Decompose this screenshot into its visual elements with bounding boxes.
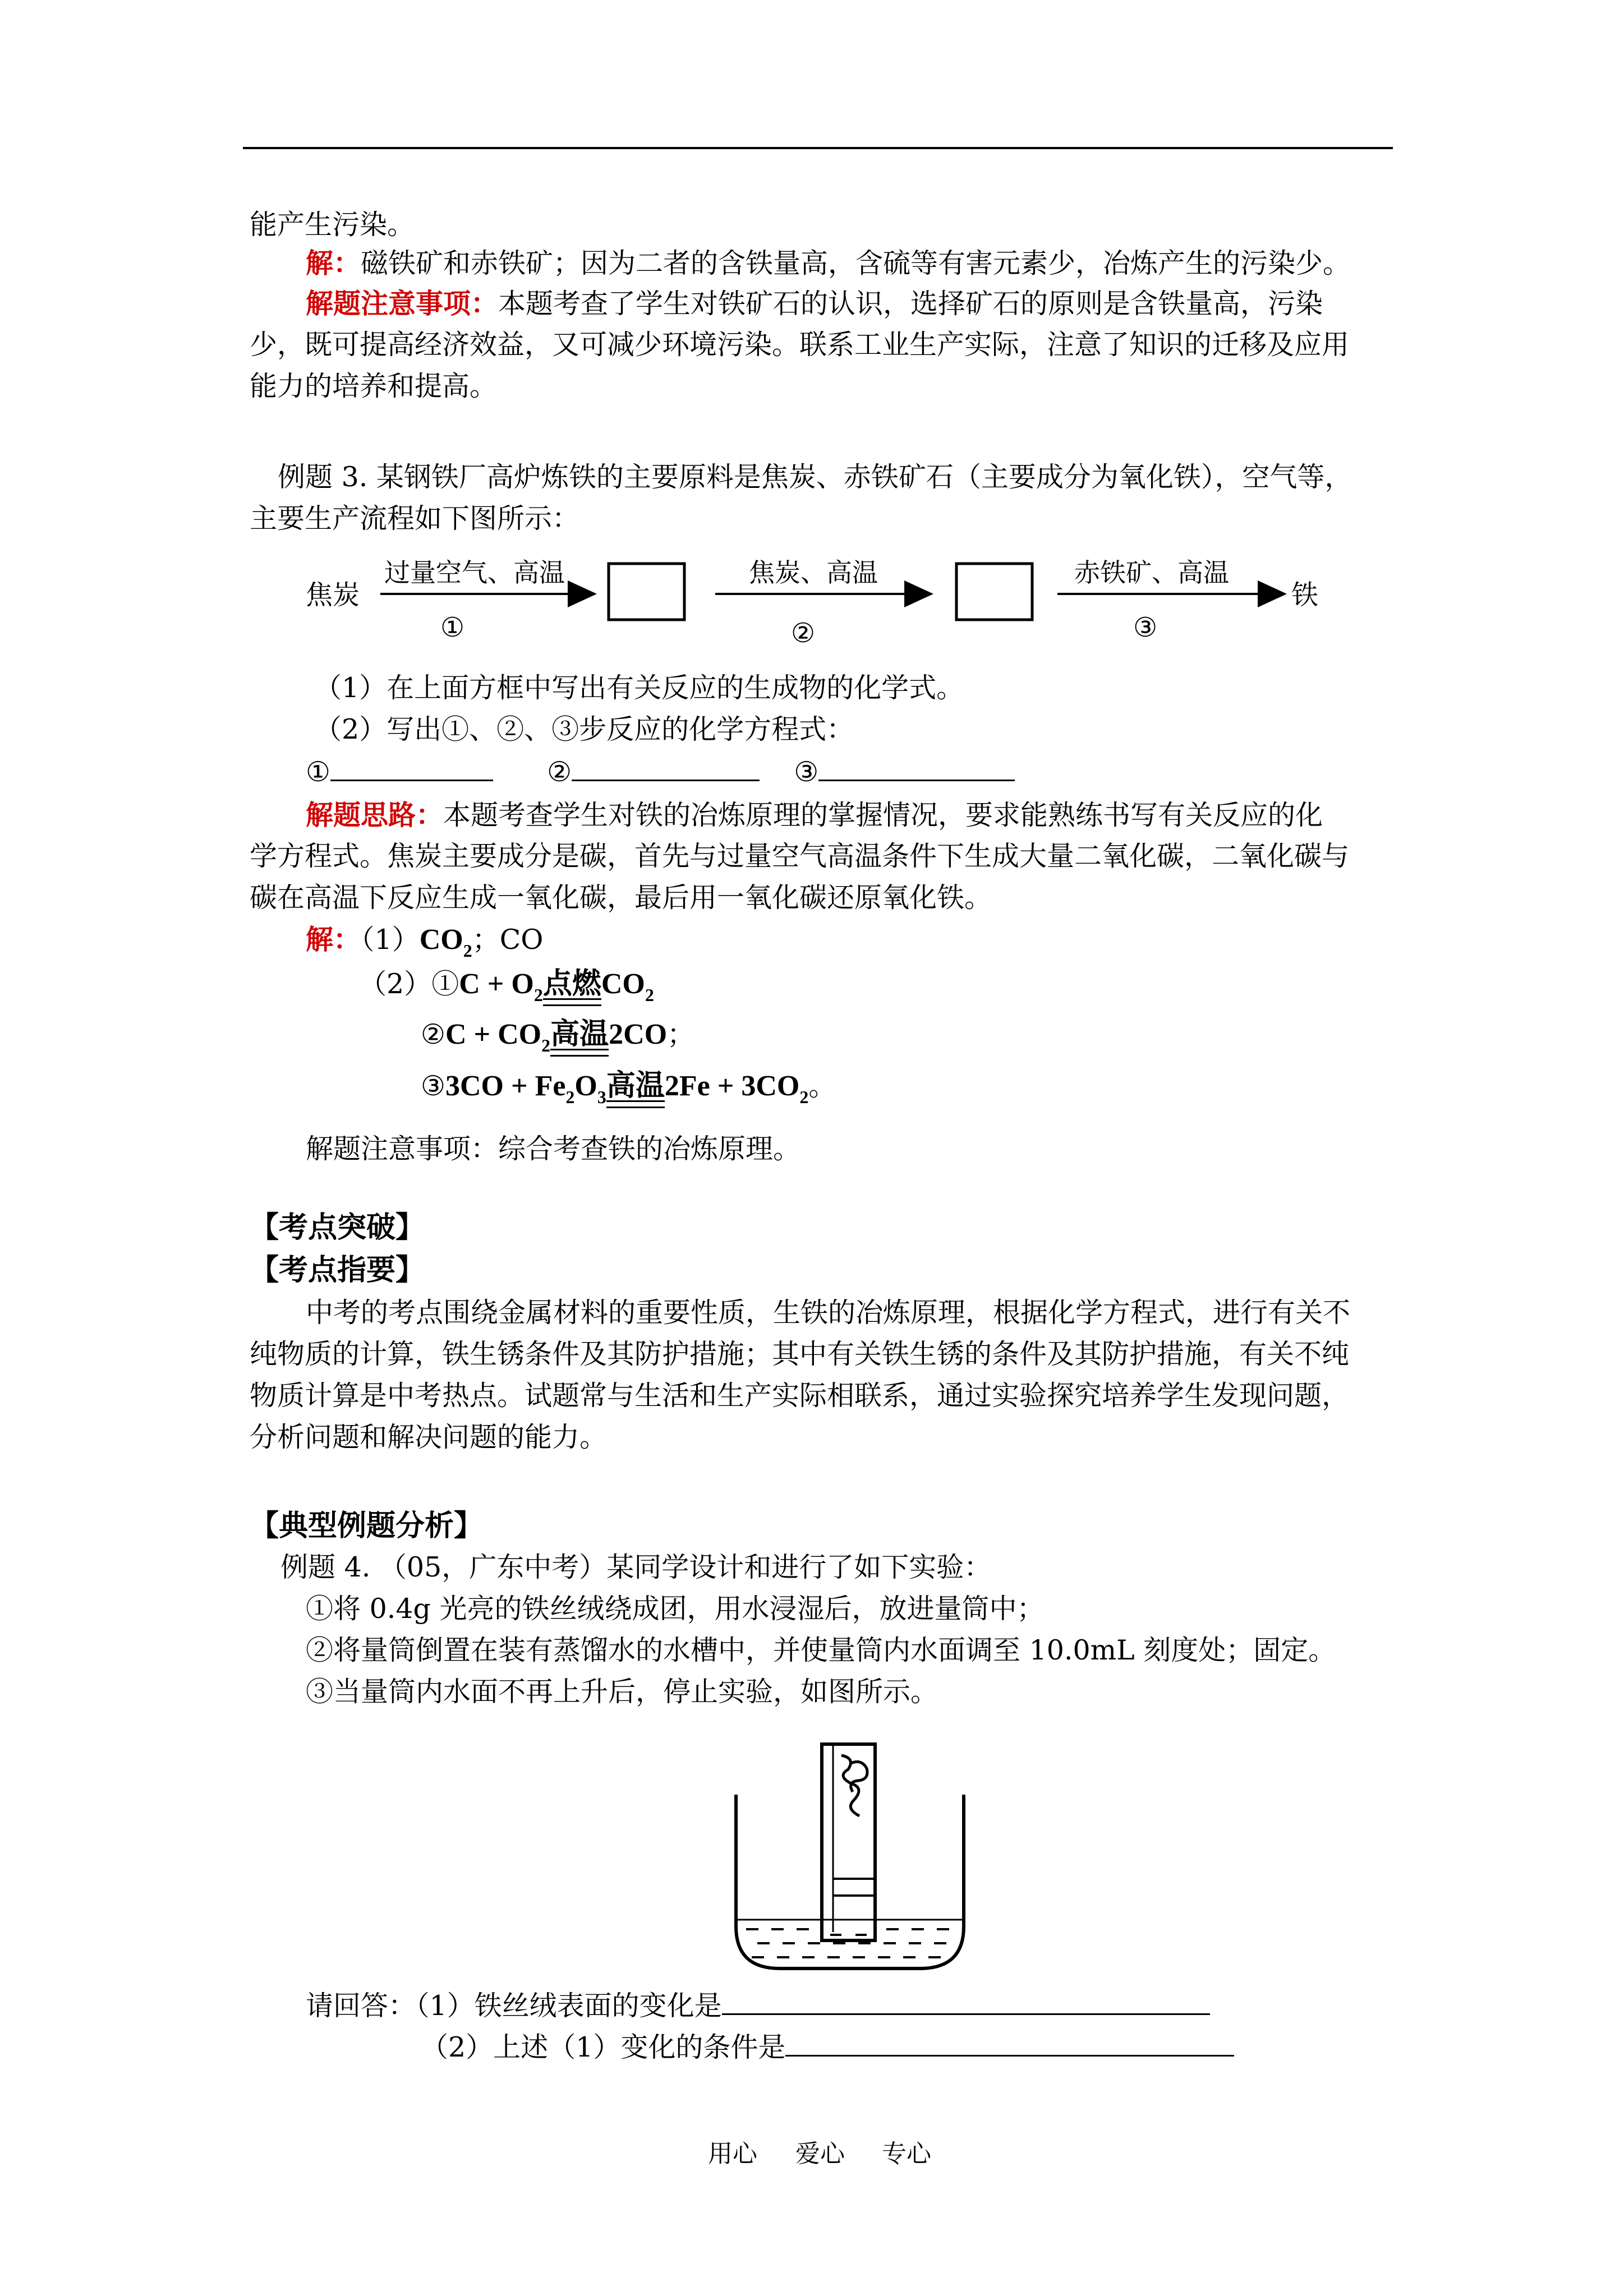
example4-intro: 例题 4. （05，广东中考）某同学设计和进行了如下实验： bbox=[280, 1551, 992, 1583]
key-points-line-2: 纯物质的计算，铁生锈条件及其防护措施；其中有关铁生锈的条件及其防护措施，有关不纯 bbox=[250, 1338, 1350, 1370]
reaction-condition-2: 高温 bbox=[550, 1018, 609, 1050]
key-points-line-4: 分析问题和解决问题的能力。 bbox=[250, 1421, 608, 1453]
example4-step-1: ①将 0.4g 光亮的铁丝绒绕成团，用水浸湿后，放进量筒中； bbox=[306, 1593, 1045, 1625]
continuation-text: 能产生污染。 bbox=[250, 209, 415, 241]
idea-label: 解题思路： bbox=[306, 799, 444, 831]
example4-question-2: （2）上述（1）变化的条件是 bbox=[421, 2030, 1565, 2064]
blank-label-1: ① bbox=[306, 756, 330, 788]
example3-question-2: （2）写出①、②、③步反应的化学方程式： bbox=[314, 713, 854, 745]
section-heading-examples: 【典型例题分析】 bbox=[250, 1509, 484, 1543]
blank-label-2: ② bbox=[547, 756, 572, 788]
example3-note: 解题注意事项：综合考查铁的冶炼原理。 bbox=[306, 1133, 801, 1165]
steel-wool-ball bbox=[841, 1755, 867, 1816]
flow-box-2 bbox=[956, 564, 1032, 620]
process-flow-diagram bbox=[303, 552, 1329, 659]
example4-question-1: 请回答：（1）铁丝绒表面的变化是 bbox=[306, 1989, 1450, 2022]
flow-arrow-2-condition: 焦炭、高温 bbox=[749, 557, 878, 588]
idea-line-3: 碳在高温下反应生成一氧化碳，最后用一氧化碳还原氧化铁。 bbox=[250, 882, 992, 914]
note-line-1: 解题注意事项：本题考查了学生对铁矿石的认识，选择矿石的原则是含铁量高，污染 bbox=[306, 287, 1323, 320]
example3-intro-2: 主要生产流程如下图所示： bbox=[250, 502, 580, 534]
example4-step-3: ③当量筒内水面不再上升后，停止实验，如图所示。 bbox=[306, 1676, 938, 1708]
blank-label-3: ③ bbox=[794, 756, 819, 788]
flow-end-label: 铁 bbox=[1291, 579, 1319, 611]
answer-blank-4[interactable] bbox=[722, 1989, 1210, 2015]
reaction-condition-3: 高温 bbox=[606, 1070, 665, 1102]
answer-blank-5[interactable] bbox=[785, 2030, 1234, 2057]
equation-1: （2）①C + $O_2$点燃$CO_2$ bbox=[359, 968, 654, 1005]
section-heading-breakthrough: 【考点突破】 bbox=[250, 1210, 425, 1244]
example3-intro-1: 例题 3. 某钢铁厂高炉炼铁的主要原料是焦炭、赤铁矿石（主要成分为氧化铁），空气等， bbox=[278, 461, 1352, 493]
idea-line-2: 学方程式。焦炭主要成分是碳，首先与过量空气高温条件下生成大量二氧化碳，二氧化碳与 bbox=[250, 840, 1350, 872]
experiment-apparatus-figure bbox=[729, 1741, 976, 1977]
key-points-line-1: 中考的考点围绕金属材料的重要性质，生铁的冶炼原理，根据化学方程式，进行有关不 bbox=[306, 1297, 1351, 1329]
flow-box-1 bbox=[609, 564, 684, 620]
note-line-3: 能力的培养和提高。 bbox=[250, 370, 498, 402]
flow-arrow-3-condition: 赤铁矿、高温 bbox=[1074, 557, 1229, 588]
example4-step-2: ②将量筒倒置在装有蒸馏水的水槽中，并使量筒内水面调至 10.0mL 刻度处；固定。 bbox=[306, 1634, 1336, 1666]
note-label: 解题注意事项： bbox=[306, 287, 499, 320]
note-line-2: 少，既可提高经济效益，又可减少环境污染。联系工业生产实际，注意了知识的迁移及应用 bbox=[250, 329, 1350, 361]
solution-part-1: 解：$(1)CO_2$；CO bbox=[306, 923, 544, 961]
answer-blank-1[interactable] bbox=[330, 755, 493, 781]
solution-line: 解：磁铁矿和赤铁矿；因为二者的含铁量高，含硫等有害元素少，冶炼产生的污染少。 bbox=[306, 247, 1351, 279]
solution-label-2: 解： bbox=[306, 923, 361, 956]
reaction-condition-1: 点燃 bbox=[542, 968, 601, 1000]
footer-text-2: 爱心 bbox=[795, 2140, 845, 2168]
solution-label: 解： bbox=[306, 247, 361, 279]
example3-question-1: （1）在上面方框中写出有关反应的生成物的化学式。 bbox=[314, 672, 964, 704]
flow-arrow-1-condition: 过量空气、高温 bbox=[384, 557, 565, 588]
water-trough bbox=[736, 1795, 964, 1968]
flow-start-label: 焦炭 bbox=[306, 579, 360, 611]
idea-line-1: 解题思路：本题考查学生对铁的冶炼原理的掌握情况，要求能熟练书写有关反应的化 bbox=[306, 799, 1323, 831]
water-dashes bbox=[746, 1929, 949, 1957]
equation-2: ②C + $CO_2$高温2CO； bbox=[421, 1018, 695, 1055]
header-rule bbox=[243, 147, 1393, 149]
flow-step-1: ① bbox=[440, 612, 465, 643]
footer-text-1: 用心 bbox=[708, 2140, 757, 2168]
footer-text-3: 专心 bbox=[882, 2140, 931, 2168]
answer-blank-3[interactable] bbox=[818, 755, 1015, 781]
flow-step-2: ② bbox=[791, 617, 816, 649]
answer-blanks bbox=[306, 755, 1450, 789]
section-heading-key-points: 【考点指要】 bbox=[250, 1253, 425, 1287]
equation-3: ③3CO + $Fe_2O_3$高温$2Fe + 3CO_2$。 bbox=[421, 1070, 836, 1107]
flow-step-3: ③ bbox=[1133, 612, 1158, 643]
key-points-line-3: 物质计算是中考热点。试题常与生活和生产实际相联系，通过实验探究培养学生发现问题， bbox=[250, 1380, 1350, 1412]
answer-blank-2[interactable] bbox=[572, 755, 760, 781]
